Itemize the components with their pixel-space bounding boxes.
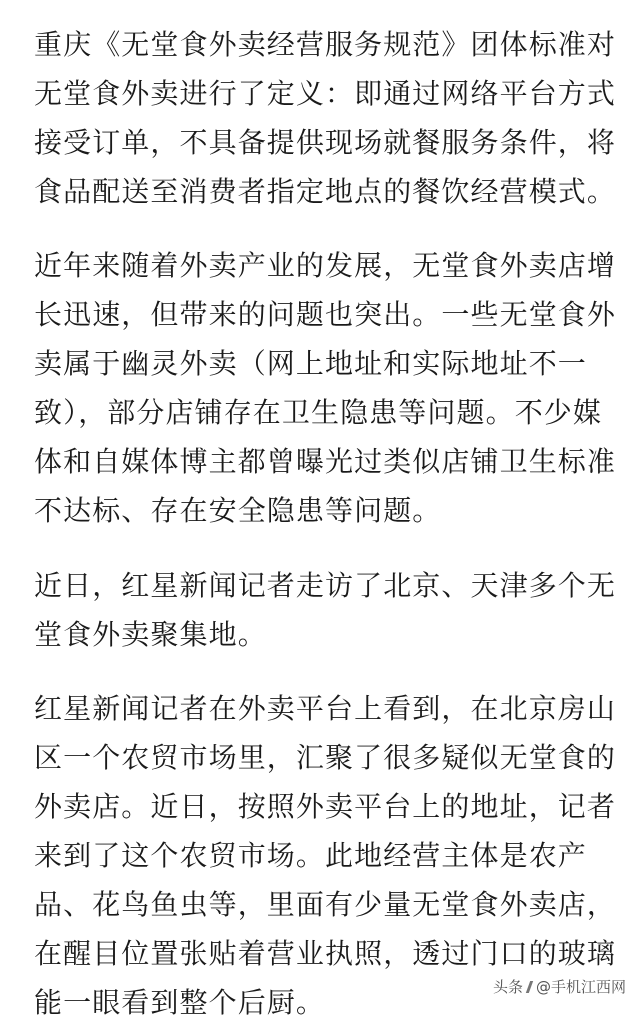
watermark-handle: @手机江西网 — [535, 978, 626, 996]
paragraph-definition — [34, 20, 617, 216]
text-line: 近日，红星新闻记者走访了北京、天津多个无 — [34, 569, 617, 602]
text-line: 体和自媒体博主都曾曝光过类似店铺卫生标准 — [34, 445, 617, 478]
text-line: 长迅速，但带来的问题也突出。一些无堂食外 — [34, 298, 617, 331]
text-line: 重庆《无堂食外卖经营服务规范》团体标准对 — [34, 28, 617, 61]
text-line: 不达标、存在安全隐患等问题。 — [34, 494, 442, 527]
text-line: 在醒目位置张贴着营业执照，透过门口的玻璃 — [34, 937, 617, 970]
text-line: 接受订单，不具备提供现场就餐服务条件，将 — [34, 126, 617, 159]
text-line: 堂食外卖聚集地。 — [34, 618, 267, 651]
text-line: 外卖店。近日，按照外卖平台上的地址，记者 — [34, 790, 617, 823]
text-line: 食品配送至消费者指定地点的餐饮经营模式。 — [34, 175, 617, 208]
text-line: 近年来随着外卖产业的发展，无堂食外卖店增 — [34, 249, 617, 282]
text-line: 区一个农贸市场里，汇聚了很多疑似无堂食的 — [34, 741, 617, 774]
text-line: 能一眼看到整个后厨。 — [34, 986, 326, 1019]
text-line: 卖属于幽灵外卖（网上地址和实际地址不一 — [34, 347, 587, 380]
text-line: 来到了这个农贸市场。此地经营主体是农产 — [34, 839, 587, 872]
separator-icon — [526, 981, 533, 993]
text-line: 品、花鸟鱼虫等，里面有少量无堂食外卖店， — [34, 888, 617, 921]
text-line: 无堂食外卖进行了定义：即通过网络平台方式 — [34, 77, 617, 110]
paragraph-visit — [34, 561, 617, 659]
watermark-brand: 头条 — [492, 978, 523, 996]
source-watermark — [493, 976, 626, 997]
text-line: 红星新闻记者在外卖平台上看到，在北京房山 — [34, 692, 617, 725]
text-line: 致），部分店铺存在卫生隐患等问题。不少媒 — [34, 396, 603, 429]
paragraph-background — [34, 241, 617, 535]
